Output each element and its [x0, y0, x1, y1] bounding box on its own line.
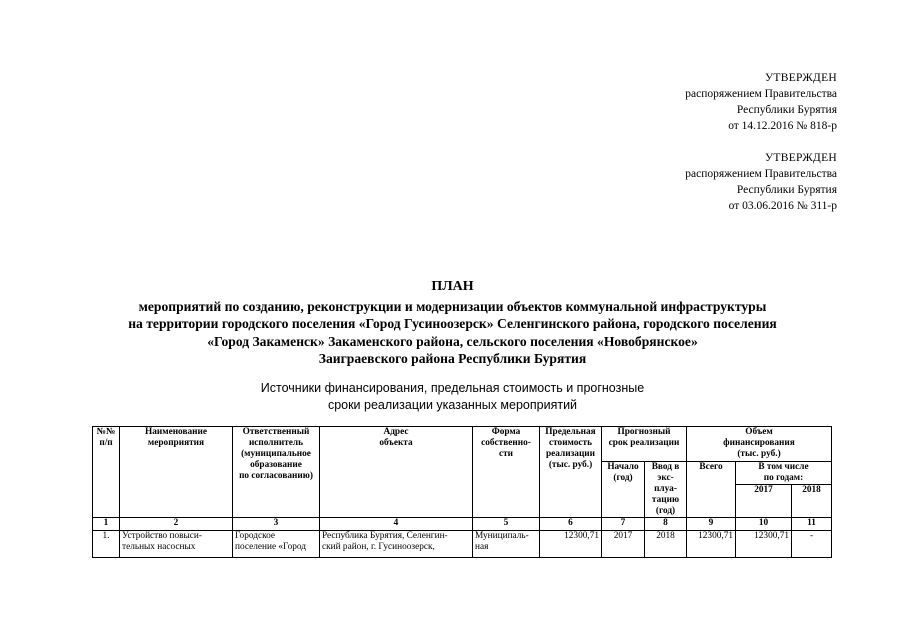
- approval-heading: УТВЕРЖДЕН: [764, 152, 837, 164]
- approval-date: от 14.12.2016 № 818-р: [728, 120, 837, 132]
- column-number: 11: [792, 518, 832, 531]
- approval-line: распоряжением Правительства: [685, 168, 837, 180]
- title-line: Заиграевского района Республики Бурятия: [318, 351, 587, 366]
- header-year-2017: 2017: [736, 485, 792, 518]
- header-cost: Предельная стоимость реализации (тыс. руб.): [540, 427, 602, 518]
- cell-total: 12300,71: [687, 531, 736, 558]
- approval-heading: УТВЕРЖДЕН: [764, 72, 837, 84]
- cell-start-year: 2017: [602, 531, 645, 558]
- cell-ownership: Муниципаль- ная: [473, 531, 540, 558]
- subtitle-line: сроки реализации указанных мероприятий: [327, 398, 578, 412]
- cell-address: Республика Бурятия, Селенгин- ский район, г. Гусиноозерск,: [320, 531, 473, 558]
- header-total: Всего: [687, 462, 736, 518]
- approval-stamp-2: [685, 150, 837, 214]
- column-number: 1: [93, 518, 120, 531]
- header-ownership: Форма собственно- сти: [473, 427, 540, 518]
- approval-stamp-1: [685, 70, 837, 134]
- cell-num: 1.: [93, 531, 120, 558]
- document-title: [0, 278, 905, 368]
- column-numbers-row: [93, 518, 832, 531]
- column-number: 8: [645, 518, 687, 531]
- approval-date: от 03.06.2016 № 311-р: [728, 200, 837, 212]
- header-term-start: Начало (год): [602, 462, 645, 518]
- cell-executor: Городское поселение «Город: [233, 531, 320, 558]
- header-by-years: В том числе по годам:: [736, 462, 832, 485]
- cell-2018: -: [792, 531, 832, 558]
- cell-2017: 12300,71: [736, 531, 792, 558]
- header-term-commission: Ввод в экс- плуа- тацию (год): [645, 462, 687, 518]
- cell-commission-year: 2018: [645, 531, 687, 558]
- column-number: 9: [687, 518, 736, 531]
- title-line: мероприятий по созданию, реконструкции и модернизации объектов коммунальной инфраструктуры: [138, 298, 767, 314]
- cell-cost: 12300,71: [540, 531, 602, 558]
- header-row: [93, 427, 832, 462]
- approval-line: Республики Бурятия: [736, 184, 837, 196]
- approval-line: распоряжением Правительства: [685, 88, 837, 100]
- plan-table: [92, 426, 832, 558]
- table-row: [93, 531, 832, 558]
- approval-line: Республики Бурятия: [736, 104, 837, 116]
- title-line: ПЛАН: [431, 279, 474, 294]
- column-number: 10: [736, 518, 792, 531]
- document-subtitle: [0, 380, 905, 414]
- header-address: Адрес объекта: [320, 427, 473, 518]
- column-number: 2: [120, 518, 233, 531]
- header-num: №№ п/п: [93, 427, 120, 518]
- title-line: на территории городского поселения «Город Гусиноозерск» Селенгинского района, городского поселения: [128, 316, 777, 331]
- header-term: Прогнозный срок реализации: [602, 427, 687, 462]
- header-year-2018: 2018: [792, 485, 832, 518]
- column-number: 4: [320, 518, 473, 531]
- title-line: «Город Закаменск» Закаменского района, сельского поселения «Новобрянское»: [207, 333, 698, 349]
- column-number: 6: [540, 518, 602, 531]
- column-number: 3: [233, 518, 320, 531]
- header-name: Наименование мероприятия: [120, 427, 233, 518]
- header-volume: Объем финансирования (тыс. руб.): [687, 427, 832, 462]
- cell-name: Устройство повыси- тельных насосных: [120, 531, 233, 558]
- column-number: 7: [602, 518, 645, 531]
- header-executor: Ответственный исполнитель (муниципальное образование по согласованию): [233, 427, 320, 518]
- column-number: 5: [473, 518, 540, 531]
- subtitle-line: Источники финансирования, предельная стоимость и прогнозные: [260, 381, 645, 395]
